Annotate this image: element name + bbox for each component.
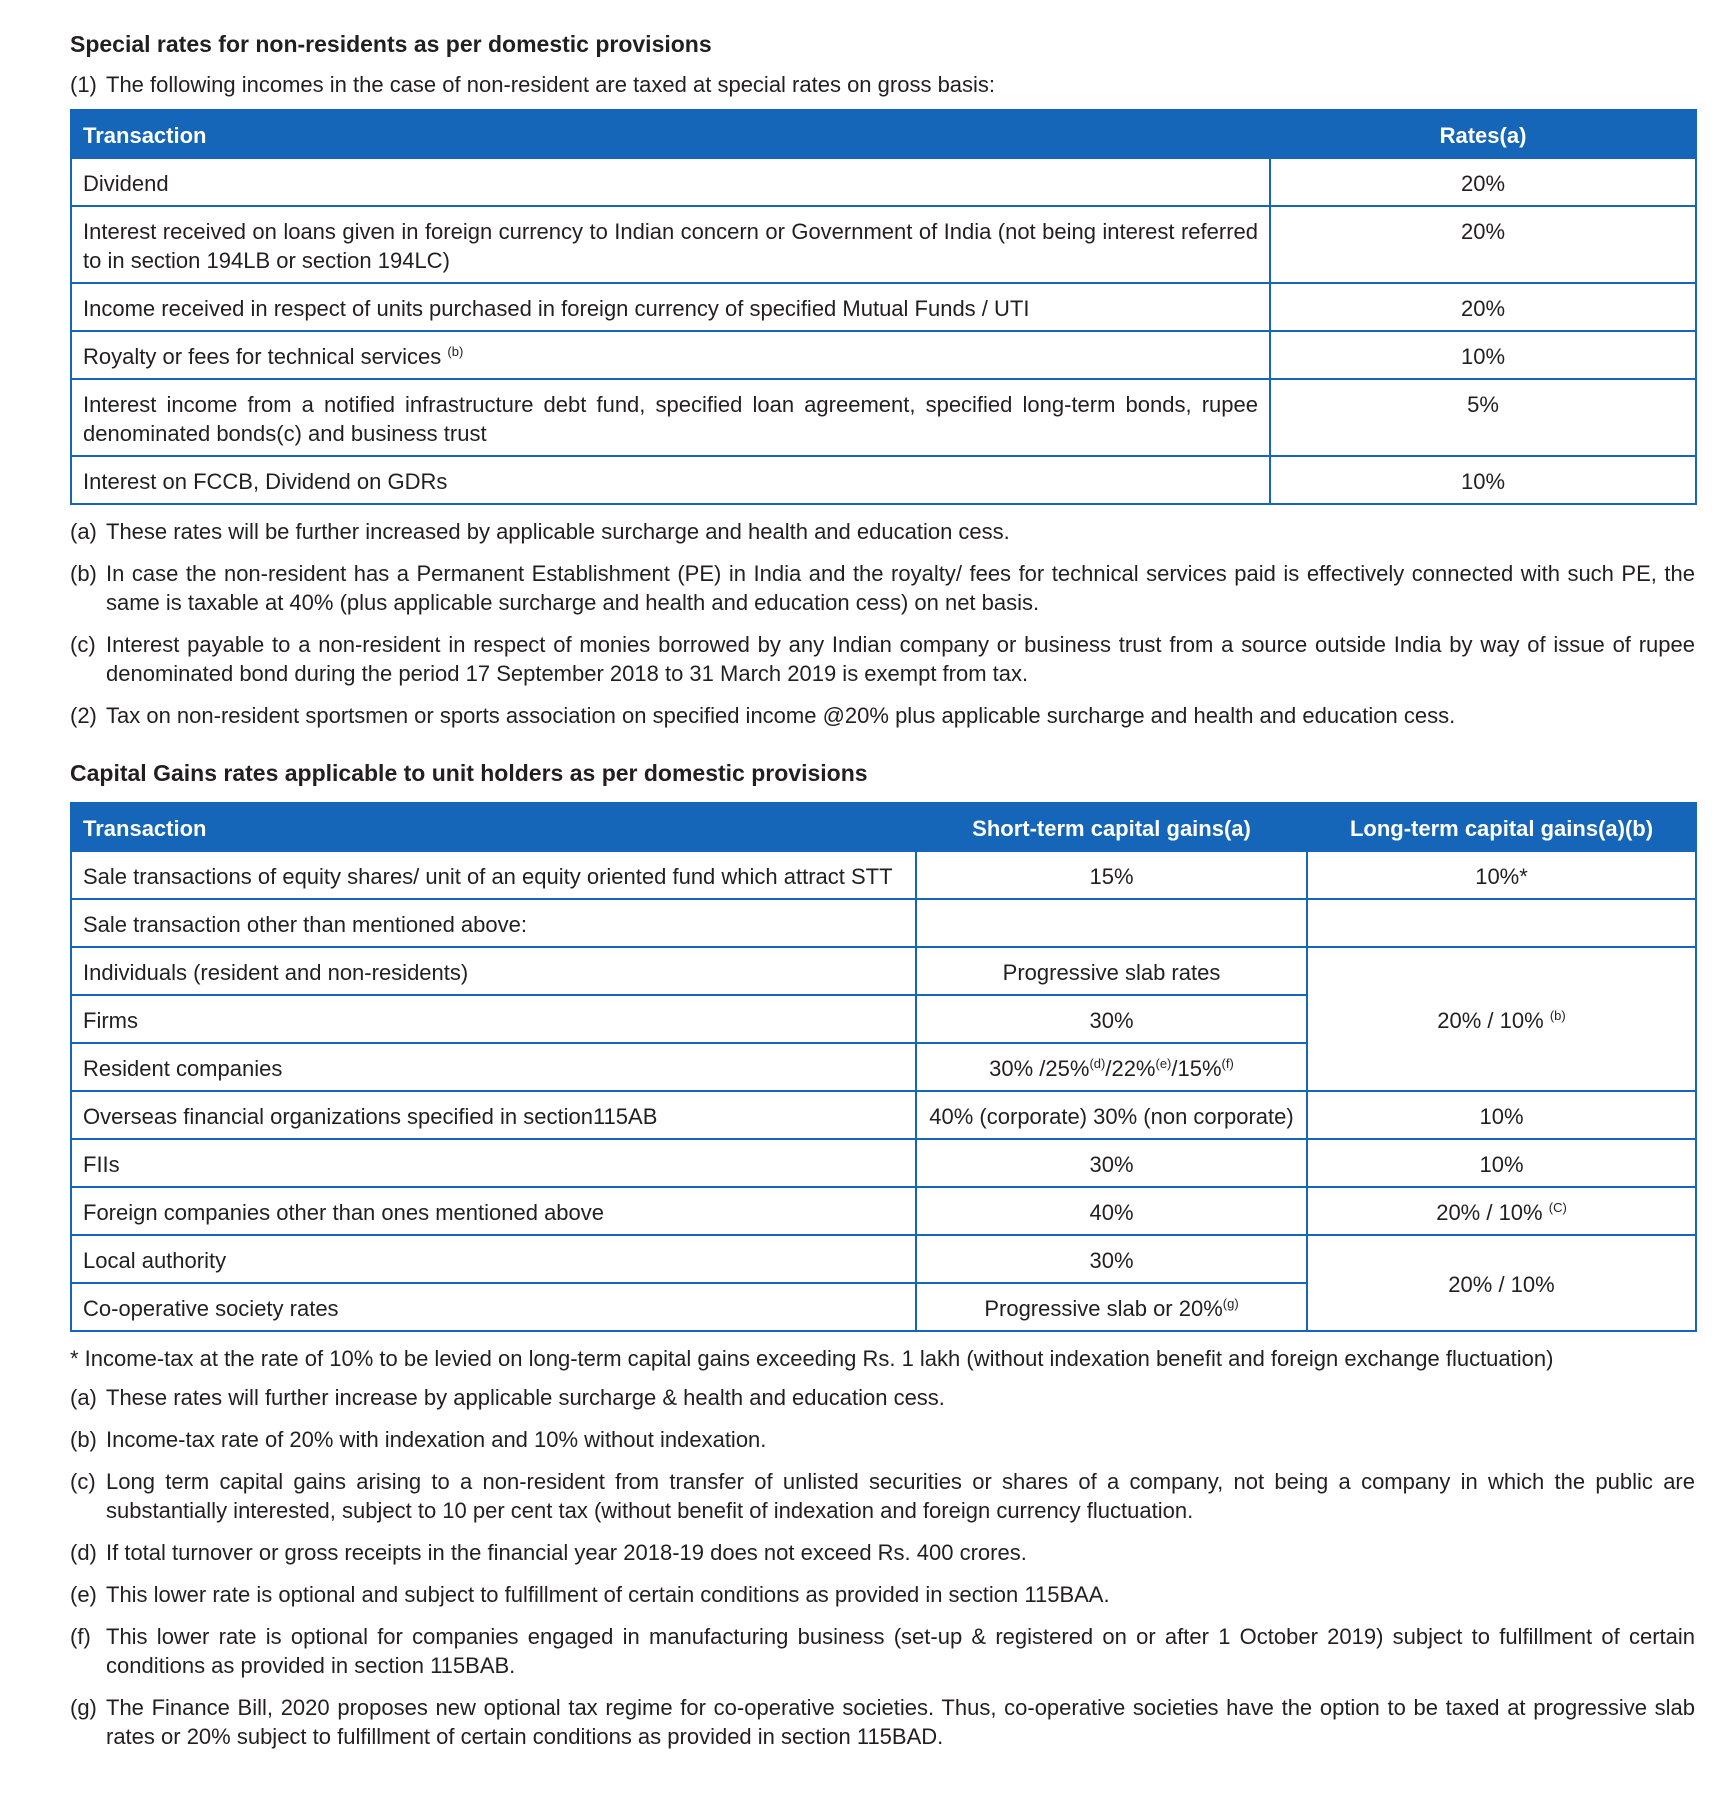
note-text: Income-tax rate of 20% with indexation and 10% without indexation.: [106, 1427, 767, 1452]
cell-ltcg: 10%*: [1307, 851, 1696, 899]
cell-ltcg-merged: [1307, 947, 1696, 1091]
table-row: [71, 1187, 1696, 1235]
cell-ltcg: [1307, 899, 1696, 947]
cell-transaction: Resident companies: [71, 1043, 916, 1091]
footnote: [70, 1383, 1695, 1412]
note-text: This lower rate is optional for companies engaged in manufacturing business (set-up & registered on or after 1 October 2019) subject to fulfillment of certain conditions as provided in section 115BAB.: [106, 1624, 1695, 1678]
table-row: [71, 331, 1696, 379]
footnote: [70, 630, 1695, 688]
note-marker: (e): [70, 1582, 97, 1607]
cell-transaction: Sale transactions of equity shares/ unit of an equity oriented fund which attract STT: [71, 851, 916, 899]
cell-transaction: Sale transaction other than mentioned above:: [71, 899, 916, 947]
cell-transaction: Income received in respect of units purchased in foreign currency of specified Mutual Funds / UTI: [71, 283, 1270, 331]
cell-stcg: 40%: [916, 1187, 1307, 1235]
note-text: If total turnover or gross receipts in the financial year 2018-19 does not exceed Rs. 400 crores.: [106, 1540, 1027, 1565]
footnote: [70, 701, 1695, 730]
note-marker: (b): [70, 561, 97, 586]
footnote-ref: (b): [1549, 1008, 1566, 1023]
note-text: In case the non-resident has a Permanent Establishment (PE) in India and the royalty/ fees for technical services paid is effectively connected with such PE, the same is taxable at 40% (plus applicable surcharge and health and education cess) on net basis.: [106, 561, 1695, 615]
cell-stcg: [916, 899, 1307, 947]
note-text: Tax on non-resident sportsmen or sports association on specified income @20% plus applicable surcharge and health and education cess.: [106, 703, 1456, 728]
footnote-ref: (g): [1222, 1296, 1239, 1311]
cell-transaction: Co-operative society rates: [71, 1283, 916, 1331]
section1-intro: [70, 70, 1695, 99]
cell-transaction: Individuals (resident and non-residents): [71, 947, 916, 995]
cell-rate: 20%: [1270, 158, 1696, 206]
cell-ltcg: [1307, 1187, 1696, 1235]
cell-ltcg: 10%: [1307, 1139, 1696, 1187]
table-row: [71, 1235, 1696, 1283]
cell-transaction: FIIs: [71, 1139, 916, 1187]
cell-stcg: 15%: [916, 851, 1307, 899]
table-row: [71, 158, 1696, 206]
cell-transaction: Foreign companies other than ones mentioned above: [71, 1187, 916, 1235]
cell-stcg: [916, 1043, 1307, 1091]
cell-text: 20% / 10%: [1436, 1200, 1543, 1225]
footnote-ref: (d): [1089, 1056, 1106, 1071]
table-row: [71, 947, 1696, 995]
footnote-ref: (e): [1155, 1056, 1172, 1071]
cell-stcg: 40% (corporate) 30% (non corporate): [916, 1091, 1307, 1139]
cell-transaction: Local authority: [71, 1235, 916, 1283]
nonresident-rates-table: [70, 109, 1697, 505]
header-rates: Rates(a): [1270, 110, 1696, 158]
cell-ltcg-merged: 20% / 10%: [1307, 1235, 1696, 1331]
table-row: [71, 283, 1696, 331]
cell-stcg: Progressive slab rates: [916, 947, 1307, 995]
note-text: The Finance Bill, 2020 proposes new optional tax regime for co-operative societies. Thus, co-operative societies have the option to be taxed at progressive slab rates or 20% subject to fulfillment of certain conditions as provided in section 115BAD.: [106, 1695, 1695, 1749]
note-marker: (c): [70, 1469, 96, 1494]
note-marker: (g): [70, 1695, 97, 1720]
cell-transaction: Interest on FCCB, Dividend on GDRs: [71, 456, 1270, 504]
header-transaction: Transaction: [71, 110, 1270, 158]
cell-transaction: Interest received on loans given in foreign currency to Indian concern or Government of India (not being interest referred to in section 194LB or section 194LC): [71, 206, 1270, 283]
star-footnote: * Income-tax at the rate of 10% to be levied on long-term capital gains exceeding Rs. 1 lakh (without indexation benefit and foreign exchange fluctuation): [70, 1346, 1554, 1371]
note-text: These rates will further increase by applicable surcharge & health and education cess.: [106, 1385, 945, 1410]
footnote: [70, 1425, 1695, 1454]
footnote-ref: (C): [1548, 1200, 1567, 1215]
note-marker: (c): [70, 632, 96, 657]
cell-stcg: [916, 1283, 1307, 1331]
footnote-ref: (b): [447, 344, 464, 359]
footnote: [70, 1693, 1695, 1751]
section1-title: Special rates for non-residents as per domestic provisions: [70, 31, 712, 57]
cell-rate: 10%: [1270, 456, 1696, 504]
cell-text: 20% / 10%: [1437, 1008, 1544, 1033]
footnote: [70, 1622, 1695, 1680]
footnote: [70, 1580, 1695, 1609]
note-marker: (a): [70, 519, 97, 544]
table-row: [71, 899, 1696, 947]
note-text: The following incomes in the case of non-resident are taxed at special rates on gross basis:: [106, 72, 996, 97]
note-marker: (d): [70, 1540, 97, 1565]
table-row: [71, 1091, 1696, 1139]
table-row: [71, 456, 1696, 504]
cell-transaction: Firms: [71, 995, 916, 1043]
table-row: [71, 1139, 1696, 1187]
note-marker: (f): [70, 1624, 91, 1649]
cell-stcg: 30%: [916, 995, 1307, 1043]
note-marker: (1): [70, 72, 97, 97]
cell-transaction: [71, 331, 1270, 379]
cell-text: Royalty or fees for technical services: [83, 344, 442, 369]
cell-transaction: Overseas financial organizations specified in section115AB: [71, 1091, 916, 1139]
note-marker: (2): [70, 703, 97, 728]
note-marker: (a): [70, 1385, 97, 1410]
cell-text: Progressive slab or 20%: [984, 1296, 1223, 1321]
cell-transaction: Dividend: [71, 158, 1270, 206]
header-transaction: Transaction: [71, 803, 916, 851]
footnote: [70, 1467, 1695, 1525]
table-row: [71, 851, 1696, 899]
footnote: [70, 559, 1695, 617]
footnote: [70, 517, 1695, 546]
cell-text: 30% /25%: [989, 1056, 1090, 1081]
cell-rate: 20%: [1270, 283, 1696, 331]
footnote: [70, 1538, 1695, 1567]
cell-rate: 20%: [1270, 206, 1696, 283]
footnote-ref: (f): [1221, 1056, 1234, 1071]
cell-rate: 10%: [1270, 331, 1696, 379]
table-row: [71, 206, 1696, 283]
table-header-row: [71, 803, 1696, 851]
note-text: Long term capital gains arising to a non-resident from transfer of unlisted securities or shares of a company, not being a company in which the public are substantially interested, subject to 10 per cent tax (without benefit of indexation and foreign currency fluctuation.: [106, 1469, 1695, 1523]
cell-text: /22%: [1105, 1056, 1156, 1081]
cell-rate: 5%: [1270, 379, 1696, 456]
header-long-term: Long-term capital gains(a)(b): [1307, 803, 1696, 851]
note-text: This lower rate is optional and subject to fulfillment of certain conditions as provided in section 115BAA.: [106, 1582, 1110, 1607]
cell-stcg: 30%: [916, 1235, 1307, 1283]
cell-text: /15%: [1171, 1056, 1222, 1081]
table-row: [71, 379, 1696, 456]
note-marker: (b): [70, 1427, 97, 1452]
cell-ltcg: 10%: [1307, 1091, 1696, 1139]
header-short-term: Short-term capital gains(a): [916, 803, 1307, 851]
note-text: Interest payable to a non-resident in respect of monies borrowed by any Indian company or business trust from a source outside India by way of issue of rupee denominated bond during the period 17 September 2018 to 31 March 2019 is exempt from tax.: [106, 632, 1695, 686]
section2-title: Capital Gains rates applicable to unit holders as per domestic provisions: [70, 760, 868, 786]
capital-gains-table: [70, 802, 1697, 1332]
table-header-row: [71, 110, 1696, 158]
cell-transaction: Interest income from a notified infrastructure debt fund, specified loan agreement, specified long-term bonds, rupee denominated bonds(c) and business trust: [71, 379, 1270, 456]
note-text: These rates will be further increased by applicable surcharge and health and education cess.: [106, 519, 1010, 544]
cell-stcg: 30%: [916, 1139, 1307, 1187]
